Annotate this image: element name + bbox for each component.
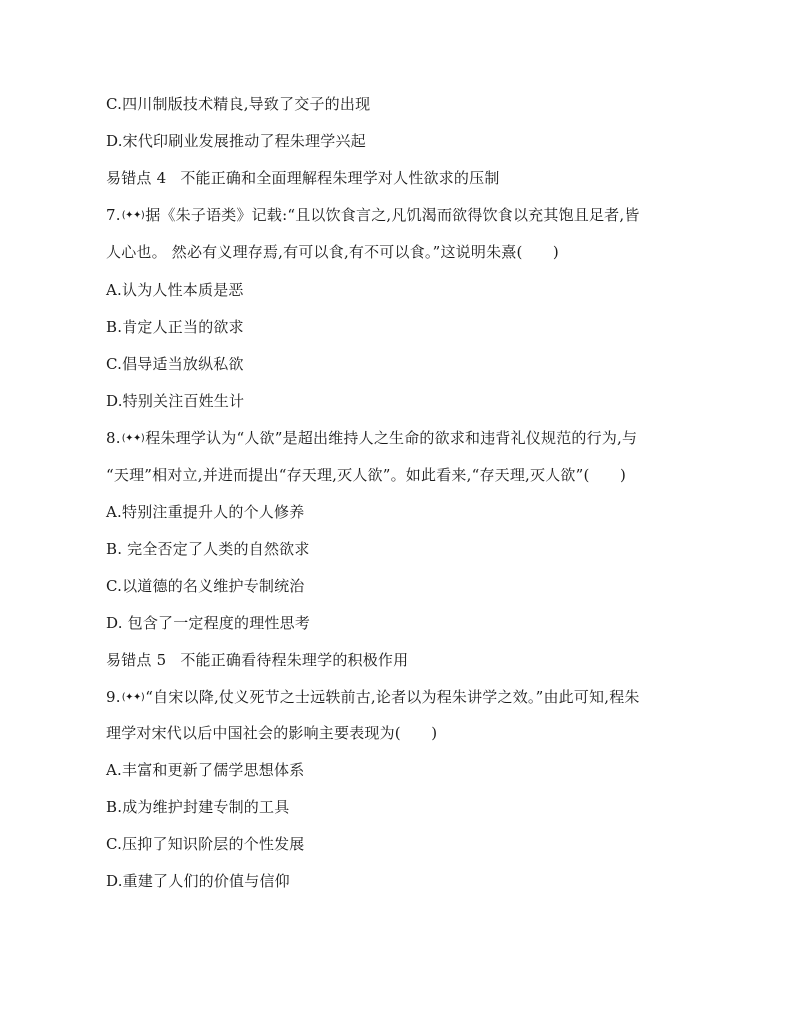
question-8-line-2: “天理”相对立,并进而提出“存天理,灭人欲”。如此看来,“存天理,灭人欲”( ) xyxy=(106,466,626,484)
question-7-option-c: C.倡导适当放纵私欲 xyxy=(106,355,244,373)
question-9-option-a: A.丰富和更新了儒学思想体系 xyxy=(106,761,305,779)
difficulty-icon: (✦✦) xyxy=(121,433,145,444)
option-c-previous: C.四川制版技术精良,导致了交子的出现 xyxy=(106,95,371,113)
question-8-line-1 xyxy=(106,428,696,448)
question-9-line-1 xyxy=(106,687,696,707)
question-8-option-b: B. 完全否定了人类的自然欲求 xyxy=(106,540,310,558)
question-number: 8. xyxy=(106,429,121,447)
question-7-option-d: D.特别关注百姓生计 xyxy=(106,392,245,410)
question-7-line-1 xyxy=(106,205,696,225)
error-point-label: 易错点 5 xyxy=(106,651,167,669)
error-point-5-heading xyxy=(106,650,696,670)
question-9-option-d: D.重建了人们的价值与信仰 xyxy=(106,872,290,890)
question-text: “自宋以降,仗义死节之士远轶前古,论者以为程朱讲学之效。”由此可知,程朱 xyxy=(145,688,640,706)
question-7-option-b: B.肯定人正当的欲求 xyxy=(106,318,244,336)
question-9-option-c: C.压抑了知识阶层的个性发展 xyxy=(106,835,305,853)
question-9-line-2: 理学对宋代以后中国社会的影响主要表现为( ) xyxy=(106,724,438,742)
error-point-4-heading xyxy=(106,168,696,188)
error-point-title: 不能正确看待程朱理学的积极作用 xyxy=(180,651,409,669)
question-number: 7. xyxy=(106,206,121,224)
question-7-line-2: 人心也。 然必有义理存焉,有可以食,有不可以食。”这说明朱熹( ) xyxy=(106,243,559,261)
question-text: 程朱理学认为“人欲”是超出维持人之生命的欲求和违背礼仪规范的行为,与 xyxy=(145,429,638,447)
question-8-option-c: C.以道德的名义维护专制统治 xyxy=(106,577,305,595)
question-number: 9. xyxy=(106,688,121,706)
error-point-title: 不能正确和全面理解程朱理学对人性欲求的压制 xyxy=(180,169,500,187)
error-point-label: 易错点 4 xyxy=(106,169,167,187)
question-7-option-a: A.认为人性本质是恶 xyxy=(106,281,244,299)
question-8-option-a: A.特别注重提升人的个人修养 xyxy=(106,503,305,521)
question-text: 据《朱子语类》记载:“且以饮食言之,凡饥渴而欲得饮食以充其饱且足者,皆 xyxy=(145,206,640,224)
difficulty-icon: (✦✦) xyxy=(121,210,145,221)
option-d-previous: D.宋代印刷业发展推动了程朱理学兴起 xyxy=(106,132,366,150)
difficulty-icon: (✦✦) xyxy=(121,692,145,703)
question-8-option-d: D. 包含了一定程度的理性思考 xyxy=(106,614,311,632)
question-9-option-b: B.成为维护封建专制的工具 xyxy=(106,798,290,816)
